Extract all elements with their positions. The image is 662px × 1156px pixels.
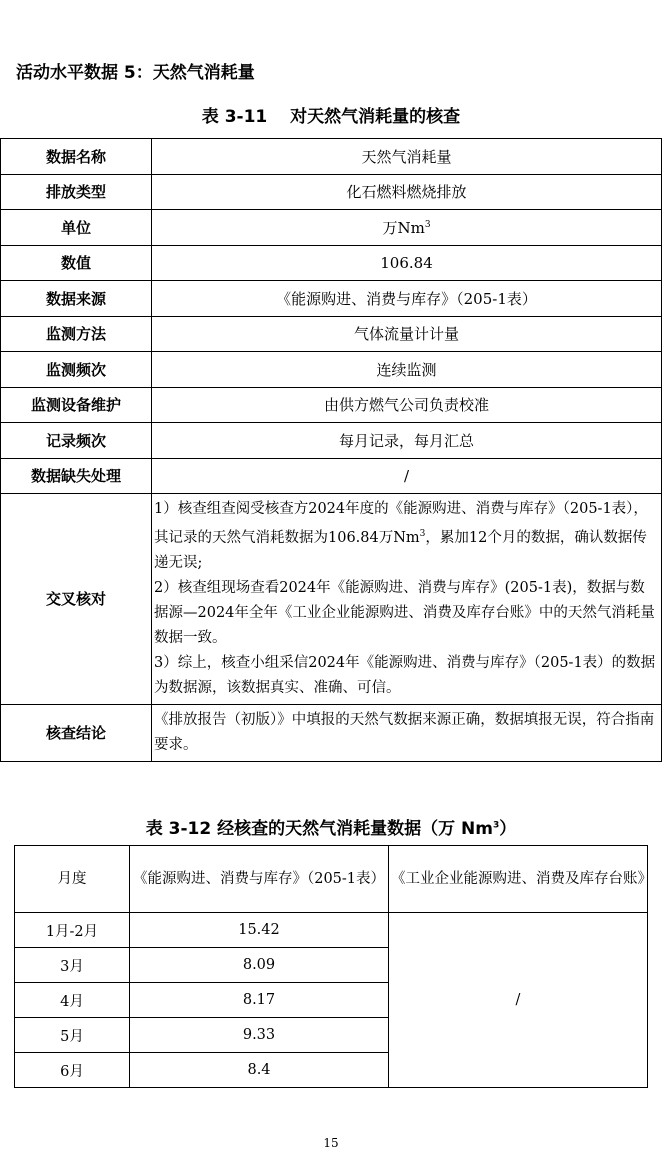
cross-check-item-1-sup: 3: [419, 529, 426, 539]
row-label: 数据缺失处理: [1, 458, 152, 494]
row-label: 监测频次: [1, 352, 152, 388]
table-row: [1, 139, 662, 175]
table-row: [1, 281, 662, 317]
merged-ledger-cell: /: [389, 913, 648, 1088]
row-label: 单位: [1, 210, 152, 246]
table2-caption-sup: 3: [492, 820, 500, 831]
table-row: [1, 458, 662, 494]
header-source-ledger: 《工业企业能源购进、消费及库存台账》: [389, 846, 648, 913]
header-month: 月度: [15, 846, 130, 913]
month-cell: 4月: [15, 983, 130, 1018]
month-cell: 3月: [15, 948, 130, 983]
row-label: 监测方法: [1, 316, 152, 352]
section-heading: 活动水平数据 5：天然气消耗量: [16, 63, 255, 83]
row-value: 每月记录，每月汇总: [152, 423, 662, 459]
conclusion-text: 《排放报告（初版）》中填报的天然气数据来源正确，数据填报无误，符合指南要求。: [152, 704, 662, 761]
row-label: 排放类型: [1, 174, 152, 210]
table-row-cross-check: [1, 494, 662, 705]
table1-caption: 表 3-11 对天然气消耗量的核查: [201, 107, 461, 127]
row-label: 监测设备维护: [1, 387, 152, 423]
row-value: 由供方燃气公司负责校准: [152, 387, 662, 423]
table-header-row: [15, 846, 648, 913]
row-value: 化石燃料燃烧排放: [152, 174, 662, 210]
row-label: 数值: [1, 245, 152, 281]
value-cell: 15.42: [130, 913, 389, 948]
month-cell: 5月: [15, 1018, 130, 1053]
table-row: [15, 913, 648, 948]
cross-check-item-1-a: 1）核查组查阅受核查方2024年度的《能源购进、消费与库存》（205-1表），其记录的天然气消耗数据为106.84万Nm: [154, 501, 648, 546]
row-value: 《能源购进、消费与库存》（205-1表）: [152, 281, 662, 317]
table-row: [1, 210, 662, 246]
table-row: [1, 316, 662, 352]
table-row-conclusion: [1, 704, 662, 761]
row-value: [152, 210, 662, 246]
cross-check-item-1-b: ，累加12个月的数据，确认数据传递无误;: [154, 529, 647, 571]
table2-caption-text: 表 3-12 经核查的天然气消耗量数据（万 Nm: [145, 819, 493, 839]
table2-caption: [0, 814, 662, 839]
row-label: 数据名称: [1, 139, 152, 175]
value-cell: 8.4: [130, 1053, 389, 1088]
value-cell: 9.33: [130, 1018, 389, 1053]
header-source-205: 《能源购进、消费与库存》（205-1表）: [130, 846, 389, 913]
row-value: 天然气消耗量: [152, 139, 662, 175]
row-value: 连续监测: [152, 352, 662, 388]
table-row: [1, 245, 662, 281]
month-cell: 6月: [15, 1053, 130, 1088]
verification-table: [0, 138, 662, 762]
cross-check-item-2: 2）核查组现场查看2024年《能源购进、消费与库存》(205-1表)，数据与数据源—2024年全年《工业企业能源购进、消费及库存台账》中的天然气消耗量数据一致。: [154, 579, 655, 646]
table-row: [1, 174, 662, 210]
row-label: 数据来源: [1, 281, 152, 317]
consumption-data-table: [14, 845, 652, 1088]
cross-check-item-1: [154, 497, 659, 576]
table-row: [1, 423, 662, 459]
row-value: /: [152, 458, 662, 494]
row-label: 核查结论: [1, 704, 152, 761]
value-cell: 8.09: [130, 948, 389, 983]
page-number: 15: [323, 1136, 339, 1150]
table-row: [1, 387, 662, 423]
value-cell: 8.17: [130, 983, 389, 1018]
cross-check-text: [152, 494, 662, 705]
row-label: 交叉核对: [1, 494, 152, 705]
cross-check-item-3: 3）综上，核查小组采信2024年《能源购进、消费与库存》（205-1表）的数据为数据源，该数据真实、准确、可信。: [154, 654, 656, 696]
unit-text: 万Nm: [382, 218, 425, 237]
row-label: 记录频次: [1, 423, 152, 459]
unit-sup: 3: [424, 219, 431, 230]
month-cell: 1月-2月: [15, 913, 130, 948]
row-value: 气体流量计计量: [152, 316, 662, 352]
table2-caption-end: ）: [499, 819, 517, 839]
table-row: [1, 352, 662, 388]
row-value: 106.84: [152, 245, 662, 281]
